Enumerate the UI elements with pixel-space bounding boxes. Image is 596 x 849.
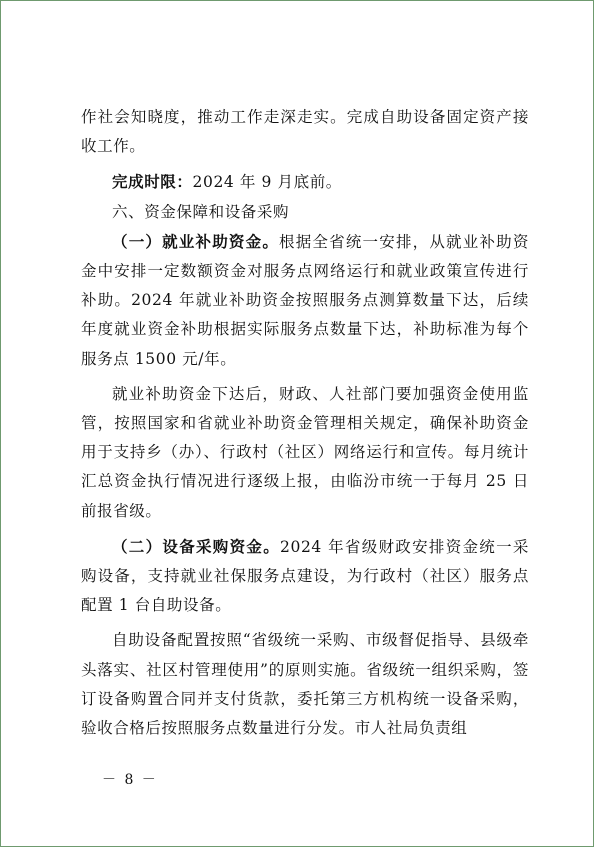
subsection1-title: （一）就业补助资金。 — [112, 231, 280, 251]
document-body — [81, 103, 529, 743]
section-heading: 六、资金保障和设备采购 — [112, 202, 290, 221]
deadline-text: 2024 年 9 月底前。 — [192, 173, 342, 192]
continuation-paragraph: 作社会知晓度，推动工作走深走实。完成自助设备固定资产接收工作。 — [81, 108, 529, 156]
page-number: － 8 － — [102, 772, 158, 788]
deadline-paragraph — [81, 167, 529, 197]
subsection1-text: 根据全省统一安排，从就业补助资金中安排一定数额资金对服务点网络运行和就业政策宣传进行补助。2024 年就业补助资金按照服务点测算数量下达，后续年度就业资金补助根据实际服务点数量下达，补助标准为每个服务点 1500 元/年。 — [81, 232, 529, 368]
deadline-label: 完成时限： — [112, 172, 193, 192]
subsection1-paragraph — [81, 227, 529, 374]
subsection2-text: 2024 年省级财政安排资金统一采购设备，支持就业社保服务点建设，为行政村（社区）服务点配置 1 台自助设备。 — [81, 537, 529, 615]
subsection1-paragraph-2: 就业补助资金下达后，财政、人社部门要加强资金使用监管，按照国家和省就业补助资金管理相关规定，确保补助资金用于支持乡（办）、行政村（社区）网络运行和宣传。每月统计汇总资金执行情况进行逐级上报，由临汾市统一于每月 25 日前报省级。 — [81, 384, 529, 520]
subsection2-title: （二）设备采购资金。 — [112, 536, 281, 556]
subsection2-paragraph-2: 自助设备配置按照“省级统一采购、市级督促指导、县级牵头落实、社区村管理使用”的原则实施。省级统一组织采购，签订设备购置合同并支付货款，委托第三方机构统一设备采购，验收合格后按照服务点数量进行分发。市人社局负责组 — [81, 631, 529, 738]
subsection2-paragraph — [81, 532, 529, 621]
